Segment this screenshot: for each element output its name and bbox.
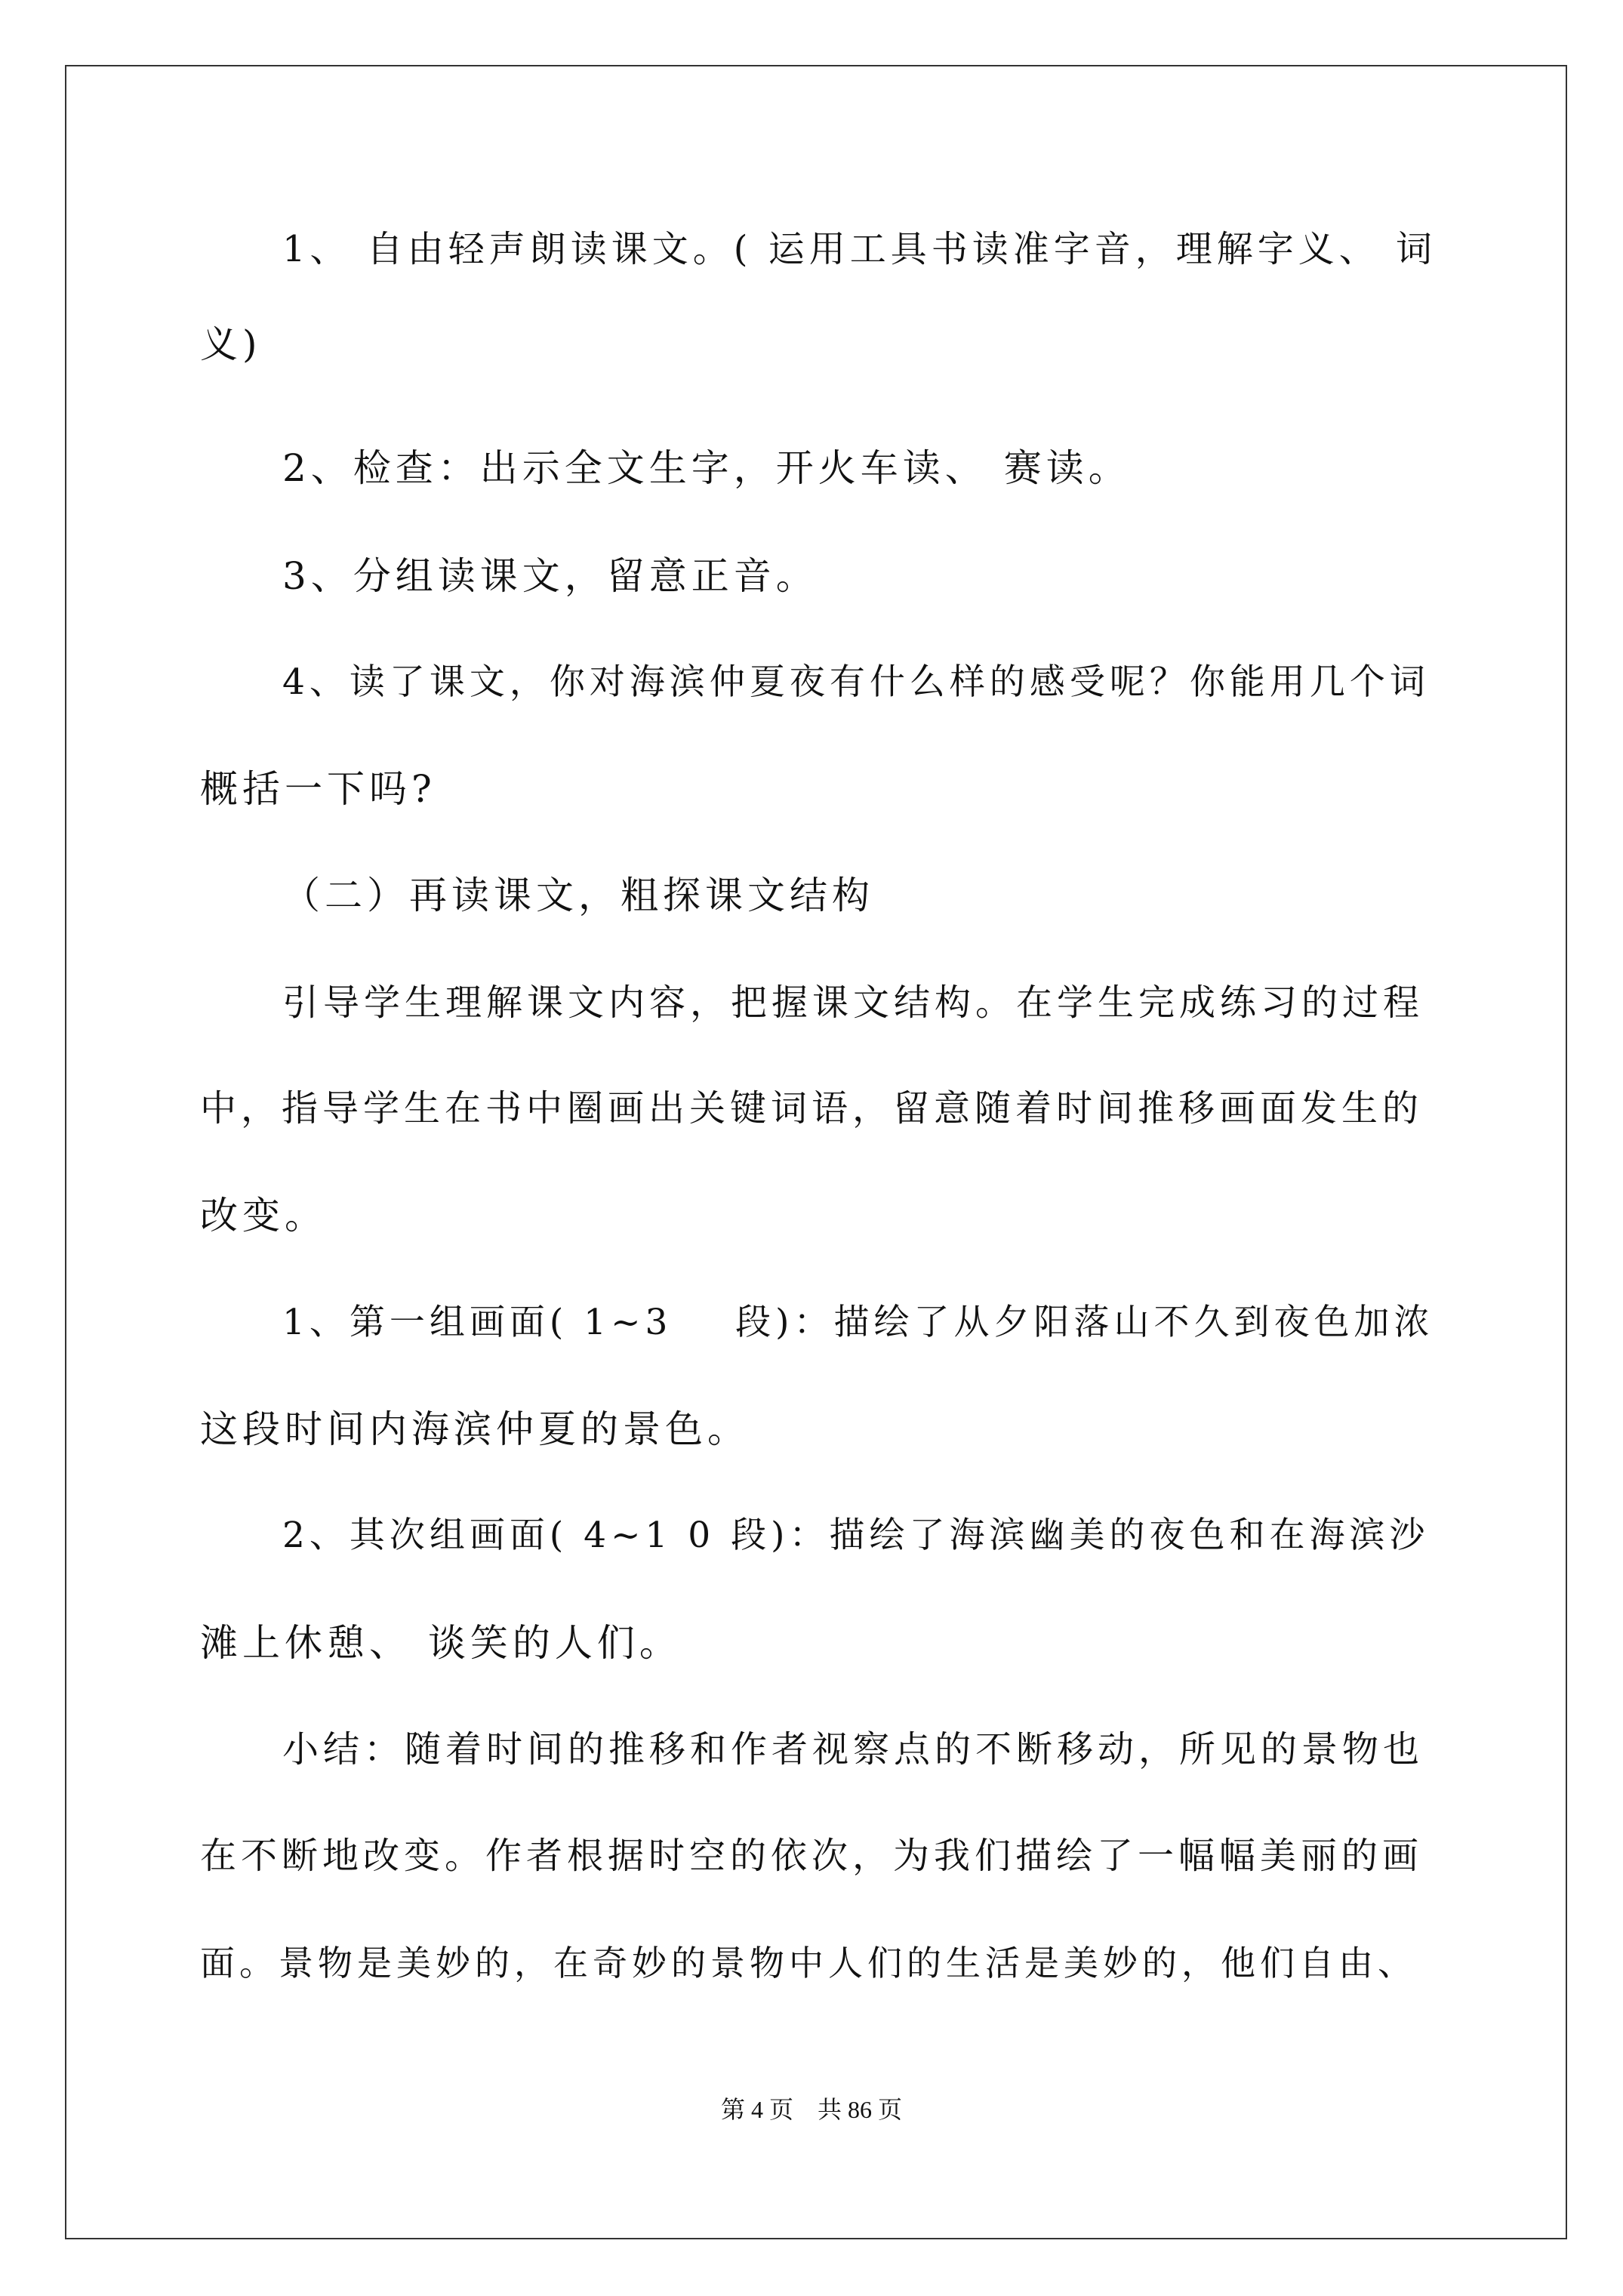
page-number-footer: 第 4 页 共 86 页 — [720, 2096, 902, 2123]
text-line-14: 滩上休憩、 谈笑的人们。 — [200, 1621, 682, 1665]
text-line-9: 中，指导学生在书中圈画出关键词语，留意随着时间推移画面发生的 — [200, 1087, 1424, 1130]
text-line-11: 1、第一组画面( 1~3 段)：描绘了从夕阳落山不久到夜色加浓 — [282, 1302, 1434, 1343]
text-line-17: 面。景物是美妙的，在奇妙的景物中人们的生活是美妙的，他们自由、 — [200, 1943, 1417, 1983]
text-line-15: 小结：随着时间的推移和作者视察点的不断移动，所见的景物也 — [282, 1728, 1424, 1771]
text-line-3: 2、检查：出示全文生字，开火车读、 赛读。 — [282, 446, 1131, 490]
text-line-10: 改变。 — [200, 1194, 327, 1237]
text-line-1: 1、 自由轻声朗读课文。( 运用工具书读准字音，理解字义、 词 — [282, 228, 1437, 270]
text-line-8: 引导学生理解课文内容，把握课文结构。在学生完成练习的过程 — [282, 982, 1424, 1024]
section-heading: （二）再读课文，粗探课文结构 — [282, 874, 874, 917]
text-line-6: 概括一下吗? — [200, 767, 436, 811]
text-line-13: 2、其次组画面( 4~1 0 段)：描绘了海滨幽美的夜色和在海滨沙 — [282, 1515, 1430, 1556]
text-line-16: 在不断地改变。作者根据时空的依次，为我们描绘了一幅幅美丽的画 — [200, 1835, 1424, 1877]
text-line-5: 4、读了课文，你对海滨仲夏夜有什么样的感受呢？你能用几个词 — [282, 661, 1430, 703]
text-line-4: 3、分组读课文，留意正音。 — [282, 554, 818, 598]
page-border — [65, 65, 1567, 2239]
text-line-2: 义) — [200, 322, 262, 366]
text-line-12: 这段时间内海滨仲夏的景色。 — [200, 1407, 750, 1451]
